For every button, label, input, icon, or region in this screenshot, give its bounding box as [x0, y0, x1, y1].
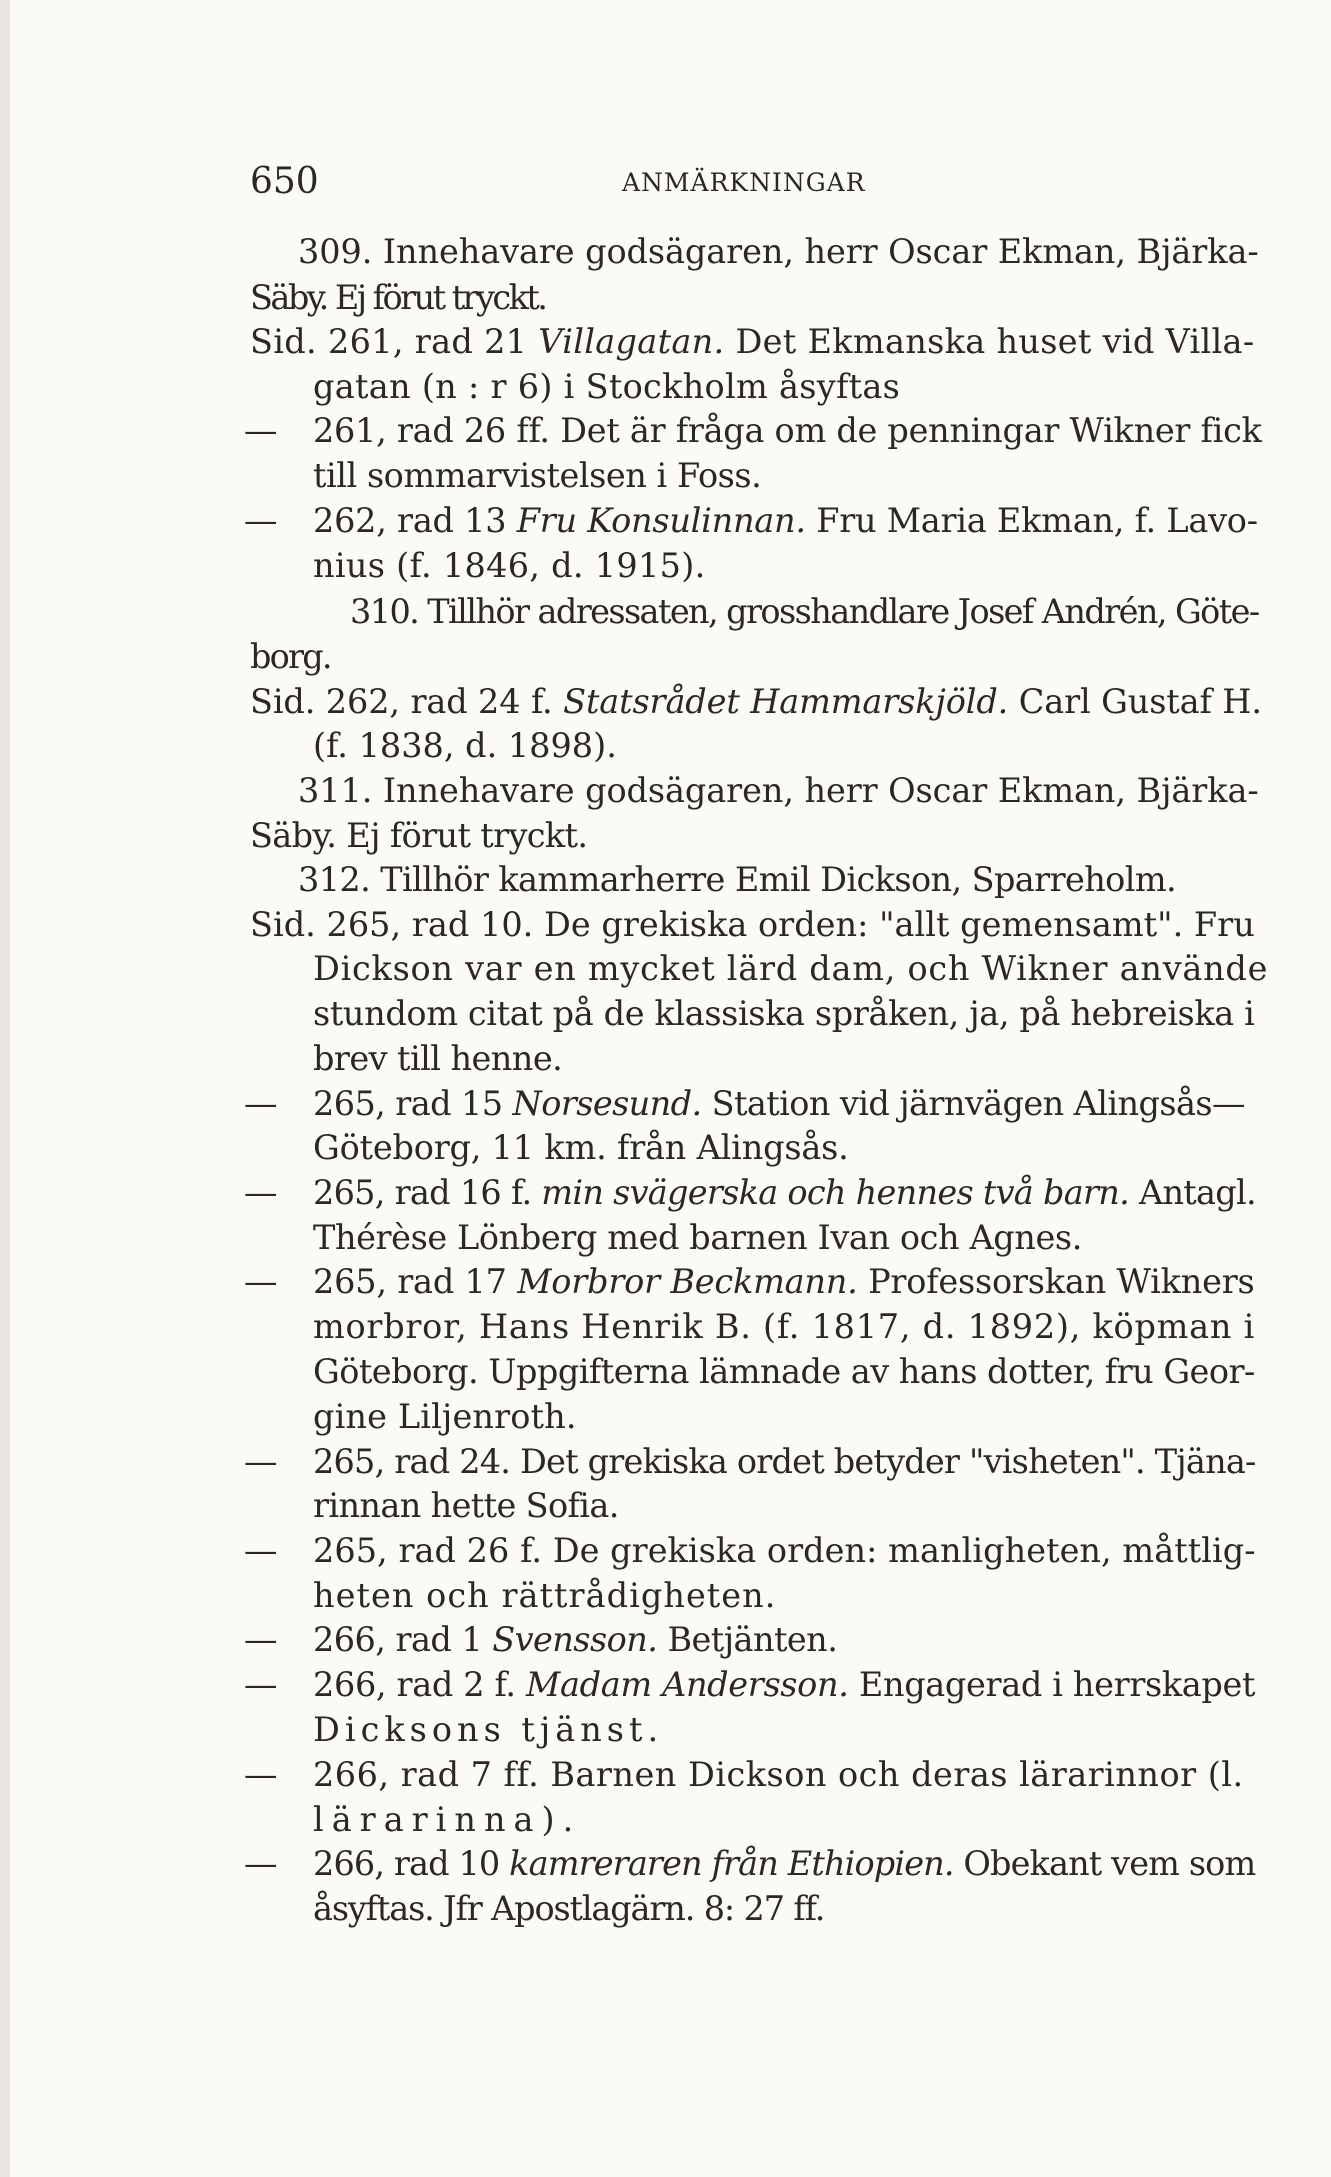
text-line: 310. Tillhör adressaten, grosshandlare Josef Andrén, Göte- — [350, 592, 1259, 631]
line-lead: Sid. 262, rad 24 f. — [250, 682, 564, 721]
ditto-dash: — — [244, 1531, 278, 1570]
text-line: lärarinna). — [313, 1800, 582, 1839]
text-line: morbror, Hans Henrik B. (f. 1817, d. 1892), köpman i — [313, 1307, 1256, 1346]
text-line — [250, 682, 1262, 722]
text-line — [313, 1844, 1255, 1884]
page-number: 650 — [250, 161, 319, 202]
text-line: (f. 1838, d. 1898). — [313, 726, 617, 765]
text-line — [250, 322, 1254, 362]
text-line: Thérèse Lönberg med barnen Ivan och Agnes. — [313, 1218, 1082, 1257]
text-line: borg. — [250, 637, 331, 676]
ditto-dash: — — [244, 411, 278, 450]
italic-title: kamreraren från Ethiopien. — [509, 1844, 954, 1883]
text-line: stundom citat på de klassiska språken, ja, på hebreiska i — [313, 994, 1255, 1033]
italic-title: Svensson. — [492, 1620, 658, 1659]
text-line: 265, rad 24. Det grekiska ordet betyder "visheten". Tjäna- — [313, 1442, 1256, 1481]
scan-edge-shadow — [0, 0, 10, 2177]
line-lead: 266, rad 2 f. — [313, 1665, 527, 1704]
line-rest: Station vid järnvägen Alingsås— — [701, 1084, 1245, 1123]
text-line: gine Liljenroth. — [313, 1397, 577, 1436]
text-line: Dickson var en mycket lärd dam, och Wikner använde — [313, 949, 1269, 988]
text-line: Sid. 265, rad 10. De grekiska orden: "allt gemensamt". Fru — [250, 905, 1255, 944]
text-line — [313, 1173, 1256, 1213]
text-line: 309. Innehavare godsägaren, herr Oscar Ekman, Bjärka- — [298, 232, 1259, 271]
text-line — [313, 1620, 837, 1660]
italic-title: Statsrådet Hammarskjöld. — [563, 682, 1009, 721]
text-line: Säby. Ej förut tryckt. — [250, 278, 546, 317]
italic-title: Morbror Beckmann. — [517, 1262, 858, 1301]
ditto-dash: — — [244, 1262, 278, 1301]
text-line: brev till henne. — [313, 1039, 563, 1078]
text-line: 266, rad 7 ff. Barnen Dickson och deras lärarinnor (l. — [313, 1755, 1244, 1794]
line-rest: Carl Gustaf H. — [1008, 682, 1262, 721]
ditto-dash: — — [244, 1084, 278, 1123]
line-rest: Engagerad i herrskapet — [848, 1665, 1256, 1704]
text-line — [313, 501, 1258, 541]
text-line: 311. Innehavare godsägaren, herr Oscar Ekman, Bjärka- — [298, 771, 1259, 810]
text-line — [313, 1084, 1245, 1124]
line-rest: Obekant vem som — [953, 1844, 1256, 1883]
text-line: åsyftas. Jfr Apostlagärn. 8: 27 ff. — [313, 1889, 825, 1928]
text-line: Göteborg. Uppgifterna lämnade av hans dotter, fru Geor- — [313, 1352, 1255, 1391]
text-line: 265, rad 26 f. De grekiska orden: manligheten, måttlig- — [313, 1531, 1256, 1570]
italic-title: Fru Konsulinnan. — [516, 501, 806, 540]
ditto-dash: — — [244, 1442, 278, 1481]
ditto-dash: — — [244, 1620, 278, 1659]
text-line: 261, rad 26 ff. Det är fråga om de penningar Wikner fick — [313, 411, 1262, 450]
text-line — [313, 1665, 1255, 1705]
line-lead: 265, rad 15 — [313, 1084, 513, 1123]
line-rest: Betjänten. — [657, 1620, 838, 1659]
running-header: ANMÄRKNINGAR — [622, 168, 866, 197]
line-lead: 266, rad 1 — [313, 1620, 493, 1659]
line-rest: Det Ekmanska huset vid Villa- — [724, 322, 1255, 361]
italic-title: Villagatan. — [538, 322, 725, 361]
text-line: gatan (n : r 6) i Stockholm åsyftas — [313, 367, 901, 406]
text-line: Göteborg, 11 km. från Alingsås. — [313, 1128, 849, 1167]
line-lead: 265, rad 17 — [313, 1262, 518, 1301]
text-line: till sommarvistelsen i Foss. — [313, 456, 762, 495]
text-line: 312. Tillhör kammarherre Emil Dickson, Sparreholm. — [298, 860, 1177, 899]
line-lead: 265, rad 16 f. — [313, 1173, 542, 1212]
italic-title: min svägerska och hennes två barn. — [541, 1173, 1130, 1212]
line-rest: Fru Maria Ekman, f. Lavo- — [805, 501, 1258, 540]
text-line: heten och rättrådigheten. — [313, 1576, 777, 1615]
text-line: nius (f. 1846, d. 1915). — [313, 546, 706, 585]
italic-title: Norsesund. — [512, 1084, 702, 1123]
line-lead: 262, rad 13 — [313, 501, 517, 540]
ditto-dash: — — [244, 1665, 278, 1704]
line-lead: 266, rad 10 — [313, 1844, 510, 1883]
ditto-dash: — — [244, 1844, 278, 1883]
text-line: rinnan hette Sofia. — [313, 1486, 619, 1525]
line-rest: Antagl. — [1129, 1173, 1256, 1212]
text-line: Säby. Ej förut tryckt. — [250, 816, 588, 855]
line-rest: Professorskan Wikners — [857, 1262, 1255, 1301]
ditto-dash: — — [244, 1755, 278, 1794]
line-lead: Sid. 261, rad 21 — [250, 322, 539, 361]
text-line — [313, 1262, 1255, 1302]
ditto-dash: — — [244, 501, 278, 540]
italic-title: Madam Andersson. — [526, 1665, 849, 1704]
text-line: Dicksons tjänst. — [313, 1710, 664, 1749]
ditto-dash: — — [244, 1173, 278, 1212]
